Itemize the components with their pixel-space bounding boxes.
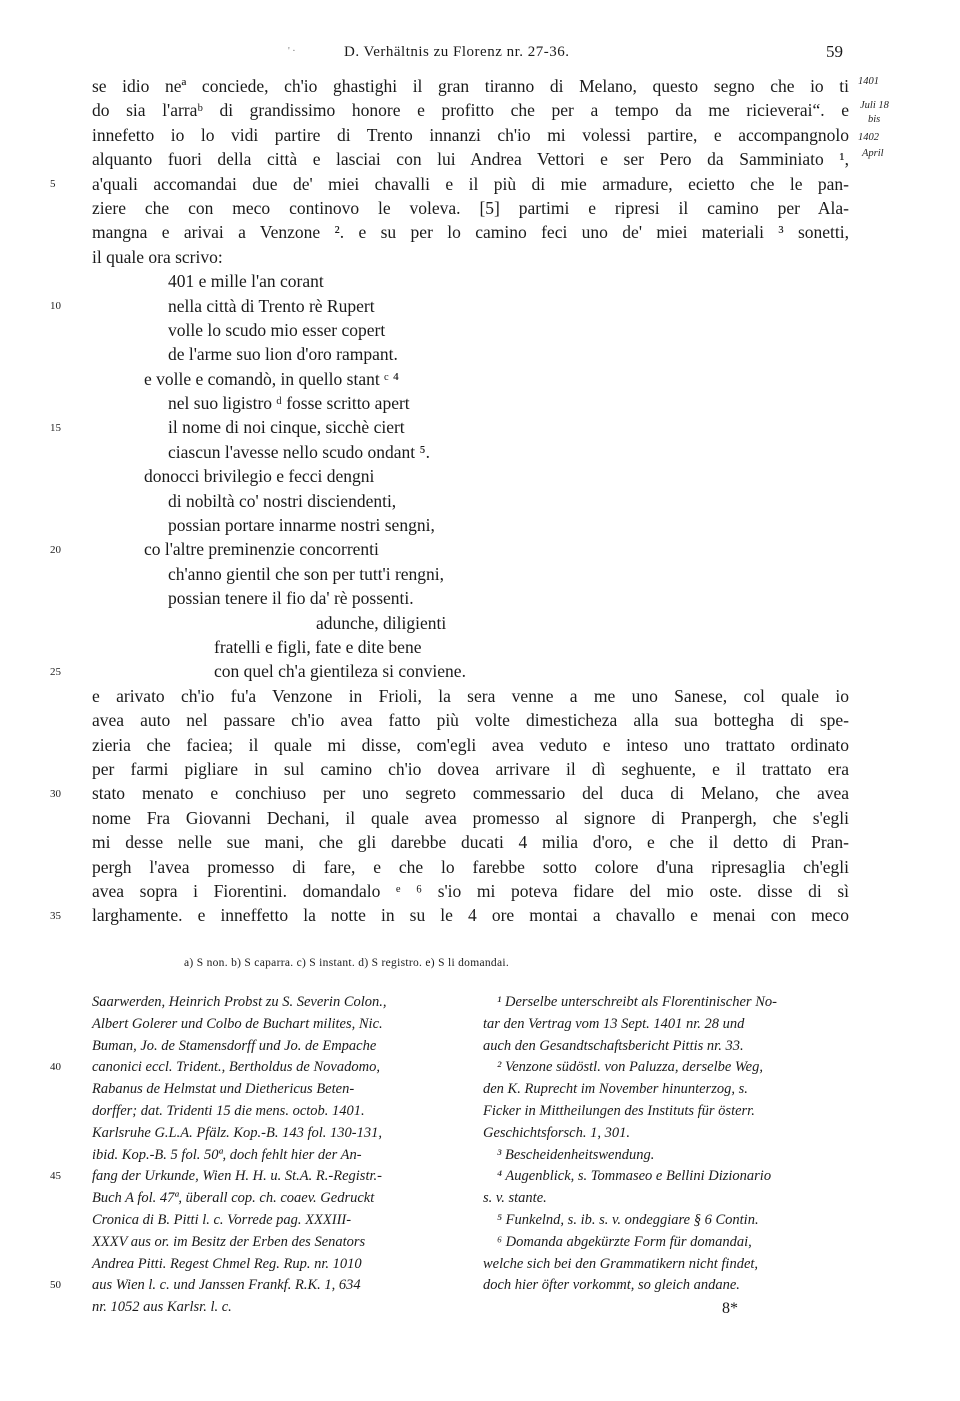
verse-line: possian portare innarme nostri sengni,: [168, 515, 435, 536]
line-number: 50: [50, 1279, 61, 1292]
text-line: per farmi pigliare in sul camino ch'io dovea arrivare il dì seghuente, e il trattato era: [92, 758, 849, 779]
note-line: ibid. Kop.-B. 5 fol. 50ª, doch fehlt hier der An-: [92, 1146, 362, 1163]
note-line: Buch A fol. 47ª, überall cop. ch. coaev. Gedruckt: [92, 1190, 375, 1207]
verse-line: de l'arme suo lion d'oro rampant.: [168, 344, 398, 365]
line-number: 5: [50, 177, 56, 190]
verse-line: volle lo scudo mio esser copert: [168, 319, 386, 340]
footnote-line: ² Venzone südöstl. von Paluzza, derselbe Weg,: [497, 1059, 763, 1076]
text-line: avea auto nel passare ch'io avea fatto più volte dimesticheza alla sua bottegha di spe-: [92, 710, 849, 731]
line-number: 10: [50, 299, 61, 312]
verse-line: nella città di Trento rè Rupert: [168, 295, 375, 316]
note-line: Cronica di B. Pitti l. c. Vorrede pag. XXXIII-: [92, 1211, 352, 1228]
verse-line: ch'anno gientil che son per tutt'i rengni,: [168, 563, 445, 584]
footnote-line: welche sich bei den Grammatikern nicht findet,: [483, 1255, 759, 1272]
signature-mark: 8*: [722, 1300, 738, 1317]
footnote-line: ⁵ Funkelnd, s. ib. s. v. ondeggiare § 6 Contin.: [497, 1211, 759, 1228]
text-line: stato menato e conchiuso per uno segreto commessario del duca di Melano, che avea: [92, 783, 849, 804]
text-line: mangna e arivai a Venzone ². e su per lo camino feci uno de' miei materiali ³ sonetti,: [92, 222, 849, 243]
note-line: Albert Golerer und Colbo de Buchart milites, Nic.: [92, 1015, 383, 1032]
footnote-line: Geschichtsforsch. 1, 301.: [483, 1124, 630, 1141]
line-number: 25: [50, 665, 61, 678]
note-line: XXXV aus or. im Besitz der Erben des Senators: [92, 1233, 366, 1250]
text-line: e arivato ch'io fu'a Venzone in Frioli, la sera venne a me uno Sanese, col quale io: [92, 685, 849, 706]
verse-line: possian tenere il fio da' rè possenti.: [168, 588, 414, 609]
footnote-line: s. v. stante.: [483, 1190, 547, 1207]
note-line: aus Wien l. c. und Janssen Frankf. R.K. 1, 634: [92, 1277, 361, 1294]
verse-line: 401 e mille l'an corant: [168, 271, 324, 292]
verse-line: adunche, diligienti: [316, 612, 447, 633]
margin-date: 1402: [858, 132, 879, 143]
footnote-line: ⁴ Augenblick, s. Tommaseo e Bellini Dizionario: [497, 1168, 772, 1185]
line-number: 20: [50, 543, 61, 556]
footnote-line: Ficker in Mittheilungen des Instituts für österr.: [483, 1102, 755, 1119]
text-line: il quale ora scrivo:: [92, 246, 223, 267]
footnote-line: ¹ Derselbe unterschreibt als Florentinischer No-: [497, 994, 777, 1010]
header-marks: ' ·: [288, 46, 296, 57]
footnotes-right-column: [483, 992, 848, 1297]
text-line: innefetto io lo vidi partire di Trento innanzi ch'io mi volessi partire, e accompangnolo: [92, 124, 849, 145]
margin-date: 1401: [858, 76, 879, 87]
line-number: 40: [50, 1061, 61, 1074]
text-line: nome Fra Giovanni Dechani, il quale avea promesso al signore di Pranpergh, che s'egli: [92, 807, 849, 828]
verse-line: ciascun l'avesse nello scudo ondant ⁵.: [168, 441, 430, 462]
note-line: fang der Urkunde, Wien H. H. u. St.A. R.-Registr.-: [92, 1168, 382, 1185]
note-line: dorffer; dat. Tridenti 15 die mens. octob. 1401.: [92, 1102, 365, 1119]
text-line: se idio neª conciede, ch'io ghastighi il gran tiranno di Melano, questo segno che io ti: [92, 76, 849, 96]
note-line: Saarwerden, Heinrich Probst zu S. Severin Colon.,: [92, 994, 387, 1010]
page-header: [0, 44, 960, 68]
running-head: D. Verhältnis zu Florenz nr. 27-36.: [344, 44, 570, 60]
verse-line: co l'altre preminenzie concorrenti: [144, 539, 379, 560]
footnote-line: doch hier öfter vorkommt, so gleich andane.: [483, 1277, 740, 1294]
margin-date: bis: [868, 114, 881, 125]
footnote-line: den K. Ruprecht im November hinunterzog, s.: [483, 1081, 748, 1098]
margin-date: Juli 18: [860, 100, 889, 111]
verse-line: il nome di noi cinque, sicchè ciert: [168, 417, 405, 438]
footnote-line: auch den Gesandtschaftsbericht Pittis nr. 33.: [483, 1037, 744, 1054]
note-line: Karlsruhe G.L.A. Pfälz. Kop.-B. 143 fol. 130-131,: [92, 1124, 383, 1141]
footnote-line: ⁶ Domanda abgekürzte Form für domandai,: [497, 1233, 752, 1250]
note-line: Buman, Jo. de Stamensdorff und Jo. de Empache: [92, 1037, 377, 1054]
variant-readings: a) S non. b) S caparra. c) S instant. d) S registro. e) S li domandai.: [184, 957, 510, 969]
apparatus-left-column: [92, 992, 457, 1319]
text-line: alquanto fuori della città e lasciai con lui Andrea Vettori e ser Pero da Samminiato ¹,: [92, 149, 849, 170]
note-line: Rabanus de Helmstat und Diethericus Beten-: [92, 1081, 355, 1098]
page-number: 59: [826, 42, 843, 61]
text-line: zieria che faciea; il quale mi disse, com'egli avea veduto e inteso uno trattato ordinato: [92, 734, 849, 755]
verse-line: e volle e comandò, in quello stant ᶜ ⁴: [144, 368, 400, 389]
verse-line: con quel ch'a gientileza si conviene.: [214, 661, 466, 682]
note-line: Andrea Pitti. Regest Chmel Reg. Rup. nr. 1010: [92, 1255, 362, 1272]
text-line: mi desse nelle sue mani, che gli darebbe ducati 4 milia d'oro, e che il detto di Pran-: [92, 832, 849, 853]
text-line: do sia l'arraᵇ di grandissimo honore e profitto che per a tempo da me ricieverai“. e: [92, 100, 849, 121]
main-text: [92, 74, 849, 928]
line-number: 45: [50, 1170, 61, 1183]
line-number: 35: [50, 909, 61, 922]
verse-line: nel suo ligistro ᵈ fosse scritto apert: [168, 393, 410, 414]
text-line: pergh l'avea promesso di fare, e che lo farebbe sotto colore d'una ripresaglia ch'egli: [92, 856, 849, 877]
text-line: a'quali accomandai due de' miei chavalli e il più di mie armadure, eciettο che le pan-: [92, 173, 849, 194]
footnote-line: ³ Bescheidenheitswendung.: [497, 1146, 655, 1163]
margin-date: April: [862, 148, 884, 159]
verse-line: di nobiltà co' nostri disciendenti,: [168, 490, 397, 511]
footnote-line: tar den Vertrag vom 13 Sept. 1401 nr. 28 und: [483, 1015, 745, 1032]
verse-line: donocci brivilegio e fecci dengni: [144, 466, 375, 487]
line-number: 15: [50, 421, 61, 434]
text-line: avea sopra i Fiorentini. domandalo ᵉ ⁶ s'io mi poteva fidare del mio oste. disse di sì: [92, 880, 849, 901]
note-line: nr. 1052 aus Karlsr. l. c.: [92, 1299, 232, 1316]
note-line: canonici eccl. Trident., Bertholdus de Novadomo,: [92, 1059, 380, 1076]
verse-line: fratelli e figli, fate e dite bene: [214, 636, 422, 657]
text-line: ziere che con meco continovo le voleva. [5] partimi e ripresi il camino per Ala-: [92, 197, 849, 218]
text-line: larghamente. e inneffetto la notte in su le 4 ore montai a chavallo e menai con meco: [92, 905, 849, 926]
line-number: 30: [50, 787, 61, 800]
